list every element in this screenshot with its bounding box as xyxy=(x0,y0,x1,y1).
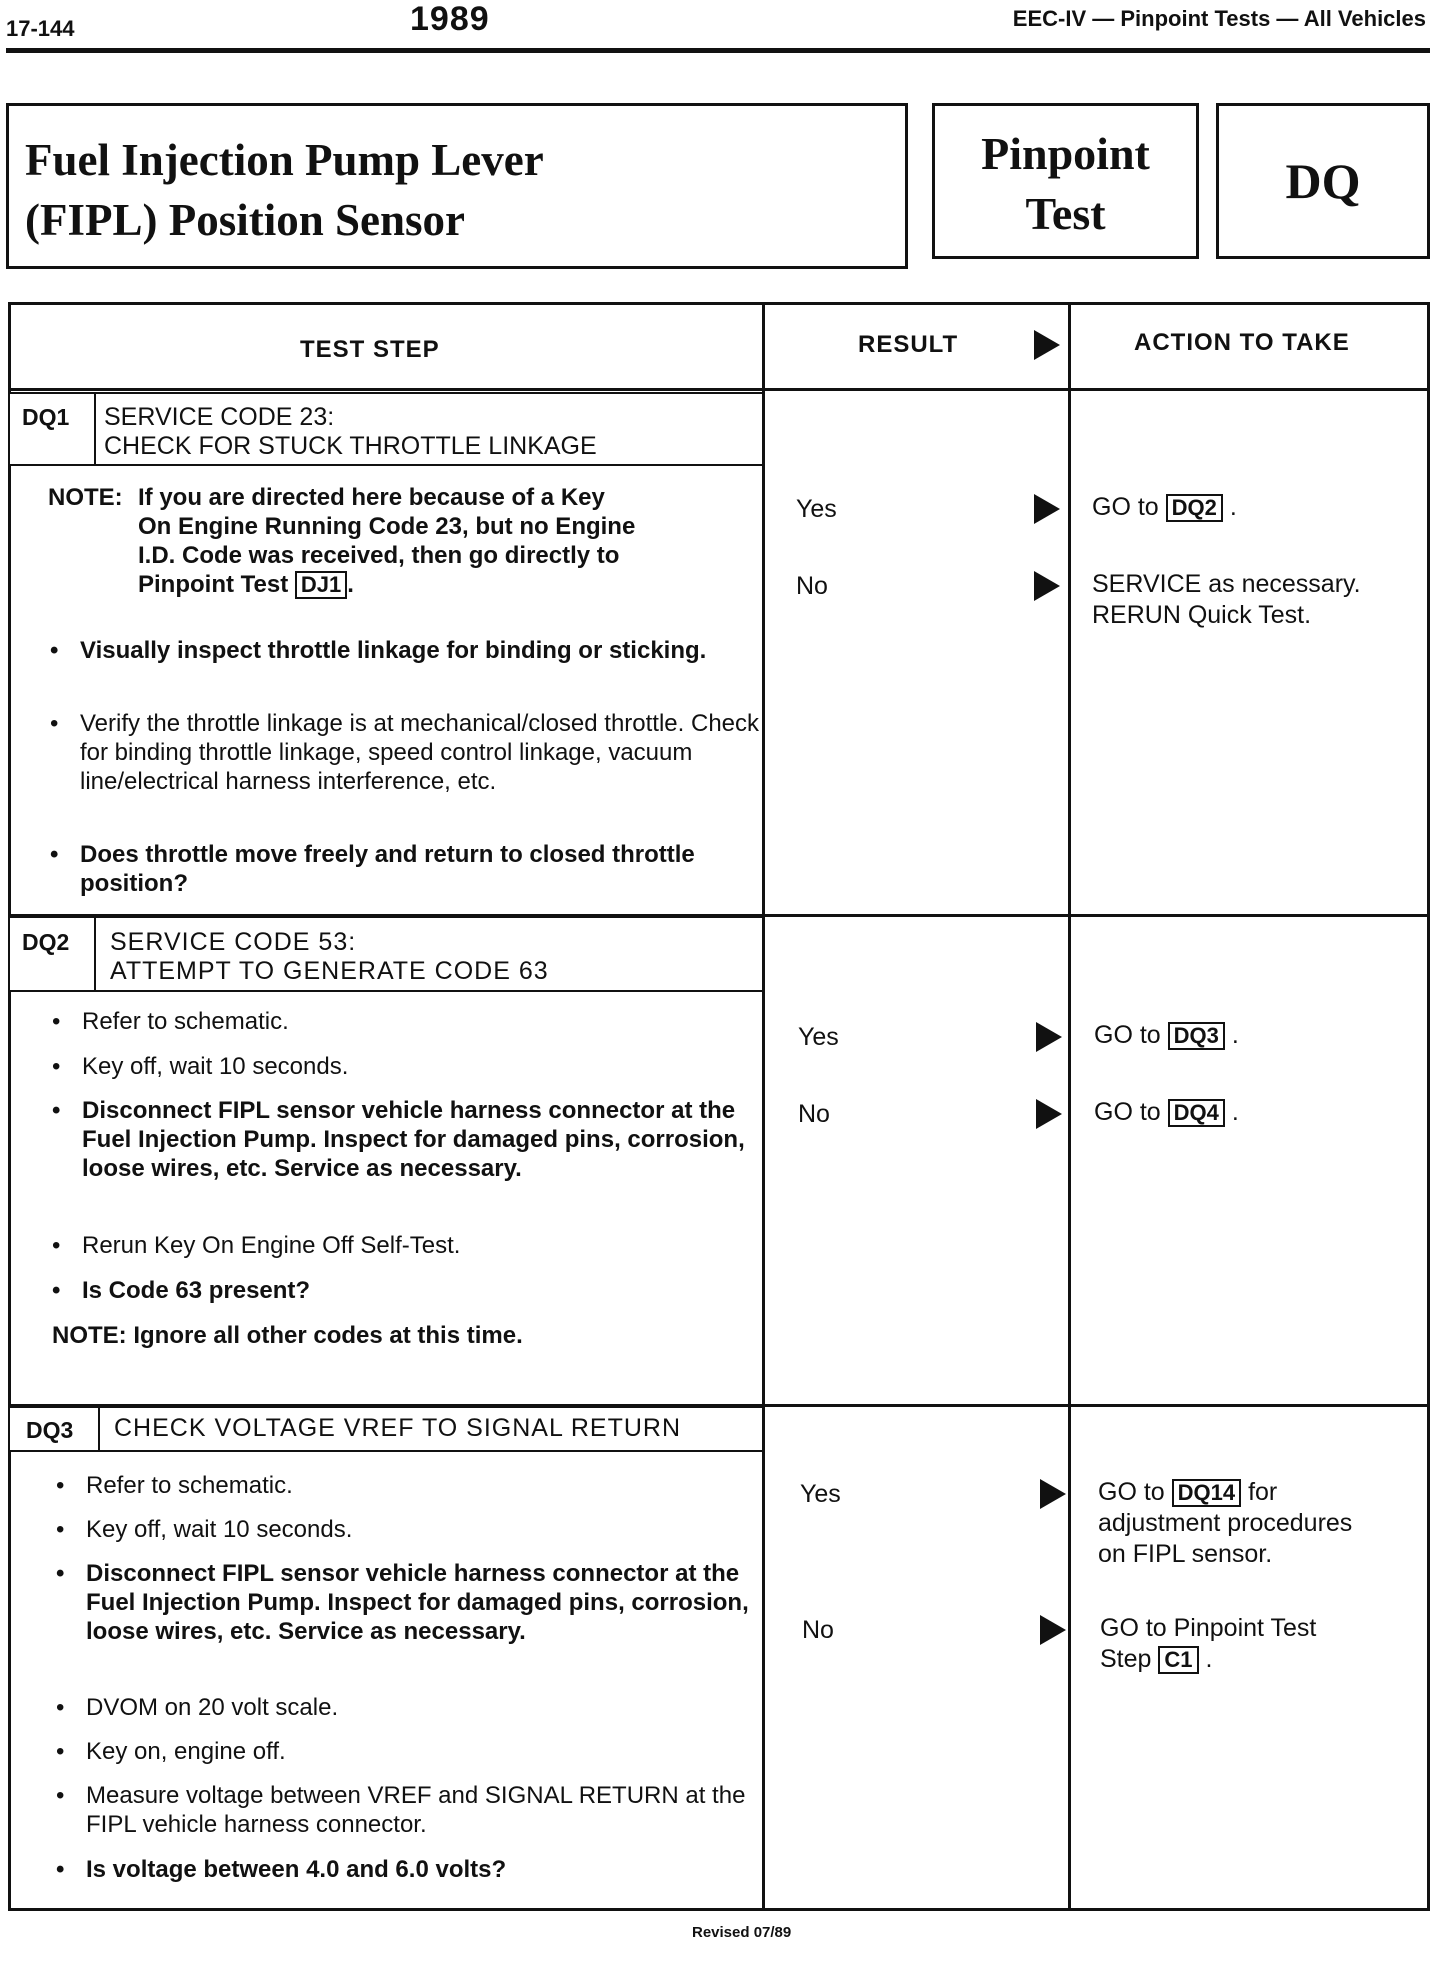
step-dq1-id-divider xyxy=(94,392,96,466)
result-yes: Yes xyxy=(798,1023,839,1051)
result-arrow-icon xyxy=(1034,330,1060,360)
result-yes: Yes xyxy=(800,1480,841,1508)
action-no xyxy=(1094,1097,1239,1128)
note-text xyxy=(138,483,635,599)
bullet-item: • DVOM on 20 volt scale. xyxy=(52,1693,776,1722)
action-suffix: for xyxy=(1248,1478,1278,1506)
bullet-item: • Refer to schematic. xyxy=(52,1471,776,1500)
bullet-item: • Does throttle move freely and return to closed throttle position? xyxy=(46,840,720,898)
step-id: DQ3 xyxy=(26,1417,74,1443)
step-dq3-id-divider xyxy=(98,1406,100,1452)
table-right-border xyxy=(1427,302,1430,1911)
action-line2: adjustment procedures xyxy=(1098,1509,1353,1537)
action-line2: RERUN Quick Test. xyxy=(1092,601,1312,629)
note-line4: Pinpoint Test DJ1 . xyxy=(138,571,354,598)
result-no: No xyxy=(798,1100,830,1128)
bullet-item: • Is voltage between 4.0 and 6.0 volts? xyxy=(52,1855,776,1884)
result-arrow-icon xyxy=(1034,571,1060,601)
table-bottom-border xyxy=(8,1908,1430,1911)
note-line1: If you are directed here because of a Key xyxy=(138,484,605,511)
note-label: NOTE: xyxy=(48,484,123,511)
note-line2: On Engine Running Code 23, but no Engine xyxy=(138,513,636,540)
action-no xyxy=(1092,569,1361,631)
column-header-test-step: TEST STEP xyxy=(300,336,440,363)
test-title-line2: (FIPL) Position Sensor xyxy=(25,195,466,245)
step-id: DQ2 xyxy=(22,929,70,955)
step-title-line1: SERVICE CODE 23: xyxy=(104,403,335,431)
step-title xyxy=(110,928,549,986)
table-top-border xyxy=(8,302,1430,305)
bullet-item: • Measure voltage between VREF and SIGNAL RETURN at the FIPL vehicle harness connector. xyxy=(52,1781,746,1839)
action-text: Step xyxy=(1100,1645,1152,1673)
step-ref-dq2[interactable]: DQ2 xyxy=(1166,494,1223,522)
action-line2 xyxy=(1100,1644,1316,1675)
action-text: GO to xyxy=(1098,1478,1165,1506)
result-arrow-icon xyxy=(1040,1615,1066,1645)
revision-note: Revised 07/89 xyxy=(692,1924,792,1941)
bullet-item: • Refer to schematic. xyxy=(48,1007,762,1036)
action-suffix: . xyxy=(1205,1645,1213,1673)
bullet-item: • Visually inspect throttle linkage for binding or sticking. xyxy=(46,636,720,665)
action-text: GO to xyxy=(1094,1021,1161,1049)
step-title-line2: CHECK FOR STUCK THROTTLE LINKAGE xyxy=(104,432,597,460)
result-yes: Yes xyxy=(796,495,837,523)
bullet-item: • Rerun Key On Engine Off Self-Test. xyxy=(48,1231,762,1260)
bullet-item: • Key on, engine off. xyxy=(52,1737,776,1766)
result-arrow-icon xyxy=(1040,1479,1066,1509)
header-rule xyxy=(6,48,1430,53)
pinpoint-label-line2: Test xyxy=(1025,188,1106,239)
result-arrow-icon xyxy=(1036,1099,1062,1129)
column-header-result: RESULT xyxy=(858,331,959,358)
pinpoint-ref-dj1[interactable]: DJ1 xyxy=(295,571,347,599)
table-col-divider-2 xyxy=(1068,302,1071,1911)
test-title xyxy=(25,130,544,250)
test-title-line1: Fuel Injection Pump Lever xyxy=(25,135,544,185)
step-id: DQ1 xyxy=(22,404,70,430)
bullet-item: • Verify the throttle linkage is at mechanical/closed throttle. Check for binding throttle linkage, speed control linkage, vacuum line/electrical harness interference, etc. xyxy=(46,709,760,796)
bullet-item: • Key off, wait 10 seconds. xyxy=(48,1052,762,1081)
result-arrow-icon xyxy=(1036,1022,1062,1052)
test-title-box xyxy=(6,103,908,269)
step-ref-c1[interactable]: C1 xyxy=(1158,1646,1198,1674)
action-text: GO to xyxy=(1092,493,1159,521)
bullet-item: • Key off, wait 10 seconds. xyxy=(52,1515,776,1544)
result-no: No xyxy=(796,572,828,600)
action-line3: on FIPL sensor. xyxy=(1098,1540,1273,1568)
step-ref-dq4[interactable]: DQ4 xyxy=(1168,1099,1225,1127)
pinpoint-test-box xyxy=(932,103,1199,259)
step-ref-dq3[interactable]: DQ3 xyxy=(1168,1022,1225,1050)
action-line1: GO to Pinpoint Test xyxy=(1100,1614,1317,1642)
section-title: EEC-IV — Pinpoint Tests — All Vehicles xyxy=(1012,6,1426,31)
step-title-line2: ATTEMPT TO GENERATE CODE 63 xyxy=(110,957,549,985)
step-ref-dq14[interactable]: DQ14 xyxy=(1172,1479,1241,1507)
step-dq2-id-divider xyxy=(94,916,96,992)
action-no xyxy=(1100,1613,1316,1675)
step-title xyxy=(104,403,597,461)
result-no: No xyxy=(802,1616,834,1644)
bullet-item: • Disconnect FIPL sensor vehicle harness connector at the Fuel Injection Pump. Inspect for damaged pins, corrosion, loose wires, etc. Service as necessary. xyxy=(48,1096,772,1183)
note-line3: I.D. Code was received, then go directly to xyxy=(138,542,620,569)
action-suffix: . xyxy=(1231,1021,1239,1049)
bullet-item: • Is Code 63 present? xyxy=(48,1276,762,1305)
step-title-line1: SERVICE CODE 53: xyxy=(110,928,357,956)
action-line1 xyxy=(1098,1477,1352,1508)
table-left-border xyxy=(8,302,11,1911)
action-yes xyxy=(1094,1020,1239,1051)
year: 1989 xyxy=(410,0,490,38)
pinpoint-label-line1: Pinpoint xyxy=(981,128,1150,179)
result-arrow-icon xyxy=(1034,494,1060,524)
test-code: DQ xyxy=(1285,153,1361,209)
action-text: GO to xyxy=(1094,1098,1161,1126)
action-suffix: . xyxy=(1231,1098,1239,1126)
note-line4-text: Pinpoint Test xyxy=(138,571,289,598)
column-header-action: ACTION TO TAKE xyxy=(1134,329,1350,356)
pinpoint-test-label xyxy=(935,124,1196,244)
action-line1: SERVICE as necessary. xyxy=(1092,570,1361,598)
action-yes xyxy=(1098,1477,1352,1570)
action-suffix: . xyxy=(1229,493,1237,521)
page-number: 17-144 xyxy=(6,16,75,41)
bullet-item: • Disconnect FIPL sensor vehicle harness connector at the Fuel Injection Pump. Inspect for damaged pins, corrosion, loose wires, etc. Service as necessary. xyxy=(52,1559,786,1646)
test-code-box xyxy=(1216,103,1430,259)
action-yes xyxy=(1092,492,1237,523)
table-header-divider xyxy=(8,388,1430,391)
step-title: CHECK VOLTAGE VREF TO SIGNAL RETURN xyxy=(114,1414,682,1442)
note-text: NOTE: Ignore all other codes at this time. xyxy=(52,1322,523,1349)
